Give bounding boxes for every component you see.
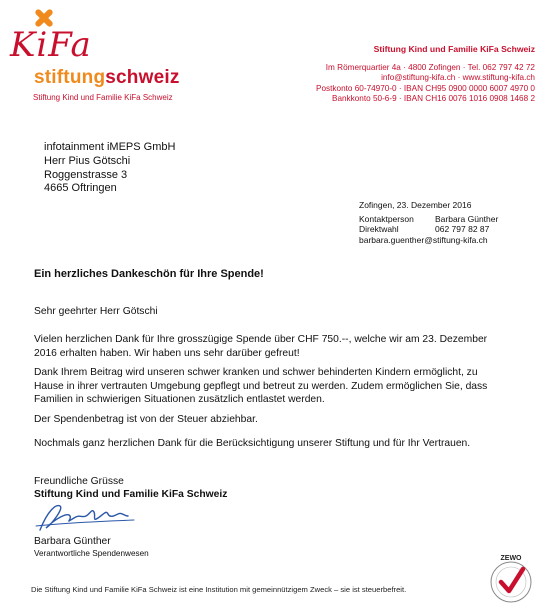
recipient-address bbox=[44, 141, 175, 196]
closing-org: Stiftung Kind und Familie KiFa Schweiz bbox=[34, 489, 228, 500]
paragraph-2-text: Dank Ihrem Beitrag wird unseren schwer kranken und schwer behinderten Kindern ermöglicht, zu Hause in ihrer vertrauten Umgebung gepflegt und betreut zu werden. Zudem ermöglichen Sie, dass Familien in schwierigen Situationen zusätzlich entlastet werden. bbox=[34, 367, 488, 406]
sender-org: Stiftung Kind und Familie KiFa Schweiz bbox=[373, 44, 535, 54]
date-block bbox=[359, 200, 498, 245]
contact-label: Kontaktperson bbox=[359, 214, 414, 225]
contact-email: barbara.guenther@stiftung-kifa.ch bbox=[359, 234, 488, 245]
recipient-company: infotainment iMEPS GmbH bbox=[44, 141, 176, 153]
recipient-name: Herr Pius Götschi bbox=[44, 154, 131, 167]
signer-role: Verantwortliche Spendenwesen bbox=[34, 549, 149, 558]
recipient-city: 4665 Oftringen bbox=[44, 182, 117, 195]
paragraph-3 bbox=[34, 413, 504, 427]
sender-address: Im Römerquartier 4a · 4800 Zofingen · Tel. 062 797 42 72 bbox=[325, 62, 535, 72]
zewo-badge-icon bbox=[487, 553, 535, 607]
paragraph-4-text: Nochmals ganz herzlichen Dank für die Berücksichtigung unserer Stiftung und für Ihr Vertrauen. bbox=[34, 438, 471, 449]
logo-kifa: KiFa bbox=[10, 25, 92, 65]
paragraph-2 bbox=[34, 366, 504, 407]
closing-greeting: Freundliche Grüsse bbox=[34, 476, 124, 487]
logo-wordmark bbox=[34, 68, 180, 87]
recipient-street: Roggenstrasse 3 bbox=[44, 168, 128, 181]
signer-name: Barbara Günther bbox=[34, 536, 111, 547]
closing bbox=[34, 475, 227, 501]
sender-bankkonto: Bankkonto 50-6-9 · IBAN CH16 0076 1016 0908 1468 2 bbox=[331, 94, 535, 103]
logo-word-schweiz: schweiz bbox=[105, 67, 180, 88]
footer-note: Die Stiftung Kind und Familie KiFa Schweiz ist eine Institution mit gemeinnützigem Zweck – sie ist steuerbefreit. bbox=[31, 585, 407, 594]
logo-word-stiftung: stiftung bbox=[34, 67, 106, 88]
phone-label: Direktwahl bbox=[359, 224, 399, 235]
paragraph-4 bbox=[34, 437, 504, 451]
contact-value: Barbara Günther bbox=[435, 214, 499, 225]
signer-block bbox=[34, 536, 149, 560]
contact-row bbox=[359, 214, 498, 224]
paragraph-3-text: Der Spendenbetrag ist von der Steuer abziehbar. bbox=[34, 414, 258, 425]
zewo-label: ZEWO bbox=[500, 555, 522, 562]
salutation bbox=[34, 305, 504, 319]
salutation-text: Sehr geehrter Herr Götschi bbox=[34, 306, 158, 317]
phone-row bbox=[359, 224, 498, 234]
letter-subject: Ein herzliches Dankeschön für Ihre Spende! bbox=[34, 268, 264, 280]
phone-value: 062 797 82 87 bbox=[435, 224, 490, 235]
sender-postkonto: Postkonto 60-74970-0 · IBAN CH95 0900 0000 6007 4970 0 bbox=[316, 83, 535, 93]
sender-contact: info@stiftung-kifa.ch · www.stiftung-kifa.ch bbox=[381, 73, 535, 82]
paragraph-1-text: Vielen herzlichen Dank für Ihre grosszügige Spende über CHF 750.--, welche wir am 23. Dezember 2016 erhalten haben. Wir haben uns sehr darüber gefreut! bbox=[34, 334, 488, 359]
letter-date: Zofingen, 23. Dezember 2016 bbox=[359, 200, 472, 210]
sender-header bbox=[316, 44, 535, 105]
logo-subtitle: Stiftung Kind und Familie KiFa Schweiz bbox=[33, 93, 173, 102]
signature-image bbox=[34, 500, 144, 534]
paragraph-1 bbox=[34, 333, 504, 360]
